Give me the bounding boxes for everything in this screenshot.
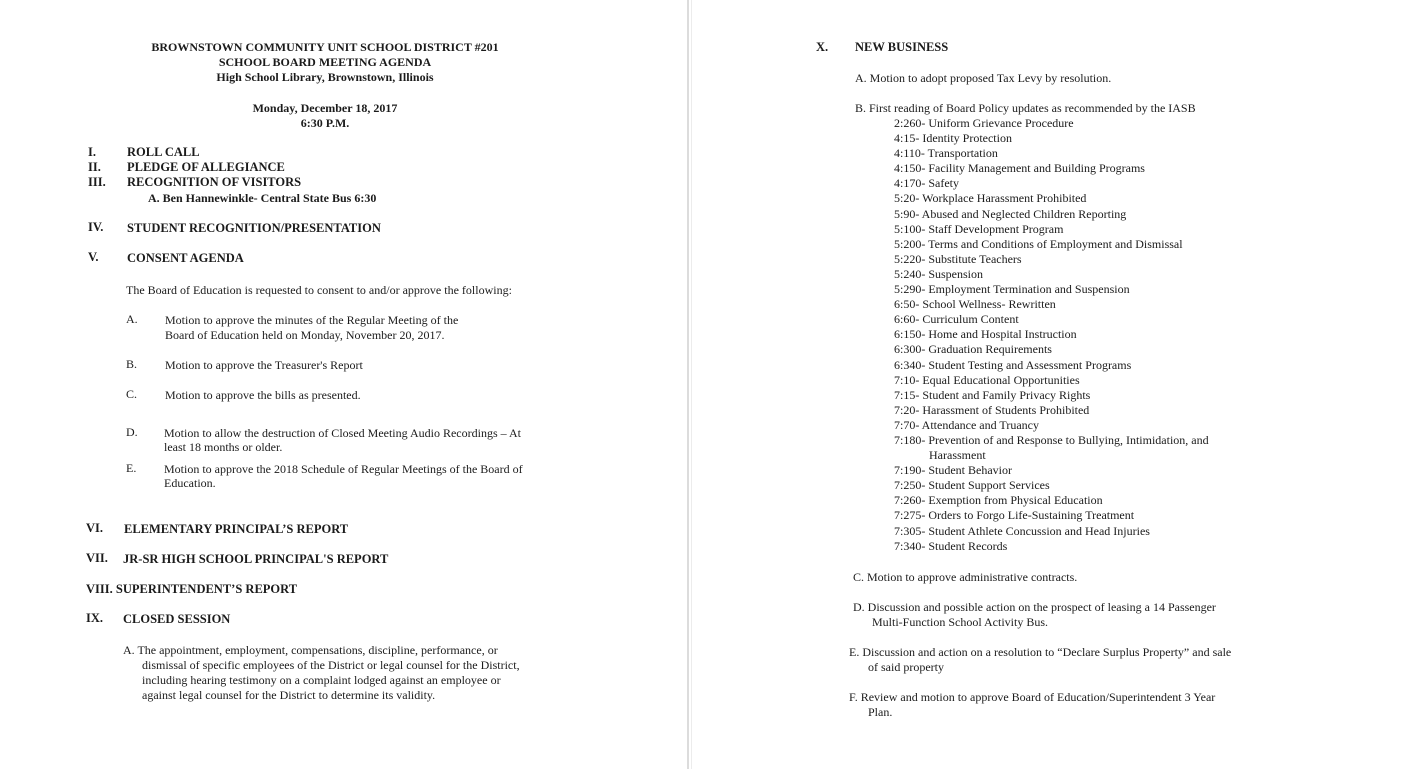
policy-item: 7:250- Student Support Services bbox=[894, 478, 1050, 493]
policy-item: 6:150- Home and Hospital Instruction bbox=[894, 327, 1077, 342]
new-business-item-c: C. Motion to approve administrative contracts. bbox=[853, 570, 1078, 584]
policy-item: 6:300- Graduation Requirements bbox=[894, 342, 1052, 357]
section-number: IV. bbox=[88, 220, 104, 234]
agenda-page-right bbox=[694, 0, 1404, 769]
policy-item: 7:275- Orders to Forgo Life-Sustaining Treatment bbox=[894, 508, 1135, 523]
new-business-item-d: D. Discussion and possible action on the prospect of leasing a 14 Passenger bbox=[853, 600, 1216, 614]
section-number: III. bbox=[88, 175, 106, 189]
policy-item: 6:50- School Wellness- Rewritten bbox=[894, 297, 1056, 312]
policy-item: 7:260- Exemption from Physical Education bbox=[894, 493, 1103, 508]
policy-item: 5:220- Substitute Teachers bbox=[894, 251, 1022, 266]
policy-item: 5:20- Workplace Harassment Prohibited bbox=[894, 191, 1087, 206]
section-closed-session: CLOSED SESSION bbox=[123, 612, 231, 626]
item-letter: D. bbox=[126, 425, 138, 439]
policy-item: 4:170- Safety bbox=[894, 176, 959, 191]
new-business-item-f-cont: Plan. bbox=[868, 705, 893, 719]
consent-intro: The Board of Education is requested to consent to and/or approve the following: bbox=[126, 283, 512, 297]
item-letter: E. bbox=[126, 461, 137, 475]
new-business-item-a: A. Motion to adopt proposed Tax Levy by resolution. bbox=[855, 71, 1112, 85]
closed-session-item-a-cont: against legal counsel for the District to determine its validity. bbox=[142, 688, 436, 702]
new-business-item-f: F. Review and motion to approve Board of Education/Superintendent 3 Year bbox=[849, 690, 1216, 704]
policy-item: 4:110- Transportation bbox=[894, 146, 998, 161]
section-elementary-report: ELEMENTARY PRINCIPAL’S REPORT bbox=[124, 522, 349, 536]
new-business-item-b: B. First reading of Board Policy updates as recommended by the IASB bbox=[855, 101, 1196, 115]
section-recognition-visitors: RECOGNITION OF VISITORS bbox=[127, 175, 302, 189]
consent-item-e-cont: Education. bbox=[164, 476, 216, 490]
new-business-item-e-cont: of said property bbox=[868, 660, 944, 674]
policy-item: 7:20- Harassment of Students Prohibited bbox=[894, 402, 1090, 417]
policy-item: 5:90- Abused and Neglected Children Reporting bbox=[894, 206, 1127, 221]
policy-item: 5:200- Terms and Conditions of Employment and Dismissal bbox=[894, 236, 1183, 251]
section-number: II. bbox=[88, 160, 101, 174]
consent-item-a: Motion to approve the minutes of the Regular Meeting of the bbox=[165, 313, 459, 327]
policy-item: 5:240- Suspension bbox=[894, 266, 984, 281]
consent-item-c: Motion to approve the bills as presented. bbox=[165, 388, 361, 402]
policy-item: 4:150- Facility Management and Building Programs bbox=[894, 161, 1145, 176]
section-consent-agenda: CONSENT AGENDA bbox=[127, 251, 244, 265]
consent-item-b: Motion to approve the Treasurer's Report bbox=[165, 358, 363, 372]
new-business-item-e: E. Discussion and action on a resolution to “Declare Surplus Property” and sale bbox=[849, 645, 1232, 659]
item-letter: A. bbox=[126, 312, 138, 326]
policy-item-cont: Harassment bbox=[929, 448, 986, 463]
policy-item: 7:10- Equal Educational Opportunities bbox=[894, 372, 1080, 387]
section-student-recognition: STUDENT RECOGNITION/PRESENTATION bbox=[127, 221, 381, 235]
policy-item: 5:290- Employment Termination and Suspension bbox=[894, 282, 1130, 297]
closed-session-item-a-cont: including hearing testimony on a complaint lodged against an employee or bbox=[142, 673, 501, 687]
policy-item: 2:260- Uniform Grievance Procedure bbox=[894, 116, 1074, 130]
section-number: I. bbox=[88, 145, 96, 159]
policy-item: 7:305- Student Athlete Concussion and Head Injuries bbox=[894, 523, 1150, 538]
policy-list bbox=[894, 116, 1209, 554]
section-roll-call: ROLL CALL bbox=[127, 145, 200, 159]
consent-item-a-cont: Board of Education held on Monday, November 20, 2017. bbox=[165, 328, 445, 342]
policy-item: 6:60- Curriculum Content bbox=[894, 312, 1019, 327]
consent-item-e: Motion to approve the 2018 Schedule of Regular Meetings of the Board of bbox=[164, 462, 523, 476]
policy-item: 7:15- Student and Family Privacy Rights bbox=[894, 387, 1091, 402]
new-business-item-d-cont: Multi-Function School Activity Bus. bbox=[872, 615, 1049, 629]
visitor-item: A. Ben Hannewinkle- Central State Bus 6:30 bbox=[148, 191, 377, 205]
meeting-date: Monday, December 18, 2017 bbox=[252, 101, 398, 115]
item-letter: B. bbox=[126, 357, 138, 371]
section-number: VII. bbox=[86, 551, 108, 565]
policy-item: 6:340- Student Testing and Assessment Programs bbox=[894, 357, 1132, 372]
section-number: X. bbox=[816, 40, 829, 54]
item-letter: C. bbox=[126, 387, 138, 401]
policy-item: 5:100- Staff Development Program bbox=[894, 221, 1064, 236]
consent-item-d-cont: least 18 months or older. bbox=[164, 440, 283, 454]
section-superintendent-report: VIII. SUPERINTENDENT’S REPORT bbox=[86, 582, 298, 596]
section-pledge: PLEDGE OF ALLEGIANCE bbox=[127, 160, 285, 174]
district-name: BROWNSTOWN COMMUNITY UNIT SCHOOL DISTRICT #201 bbox=[151, 40, 499, 54]
section-new-business: NEW BUSINESS bbox=[855, 40, 949, 54]
closed-session-item-a-cont: dismissal of specific employees of the District or legal counsel for the District, bbox=[142, 658, 520, 672]
agenda-title: SCHOOL BOARD MEETING AGENDA bbox=[218, 55, 432, 69]
policy-item: 7:70- Attendance and Truancy bbox=[894, 417, 1039, 432]
agenda-page-left bbox=[0, 0, 690, 769]
section-jrsr-report: JR-SR HIGH SCHOOL PRINCIPAL'S REPORT bbox=[123, 552, 389, 566]
meeting-location: High School Library, Brownstown, Illinois bbox=[216, 70, 434, 84]
policy-item: 7:190- Student Behavior bbox=[894, 463, 1012, 478]
page-fold-shadow bbox=[691, 0, 692, 769]
policy-item: 7:340- Student Records bbox=[894, 538, 1008, 553]
section-number: IX. bbox=[86, 611, 104, 625]
section-number: V. bbox=[88, 250, 99, 264]
consent-item-d: Motion to allow the destruction of Closed Meeting Audio Recordings – At bbox=[164, 426, 521, 440]
meeting-time: 6:30 P.M. bbox=[300, 116, 350, 130]
policy-item: 7:180- Prevention of and Response to Bullying, Intimidation, and bbox=[894, 432, 1209, 447]
section-number: VI. bbox=[86, 521, 104, 535]
closed-session-item-a: A. The appointment, employment, compensations, discipline, performance, or bbox=[123, 643, 498, 657]
policy-item: 4:15- Identity Protection bbox=[894, 131, 1012, 146]
